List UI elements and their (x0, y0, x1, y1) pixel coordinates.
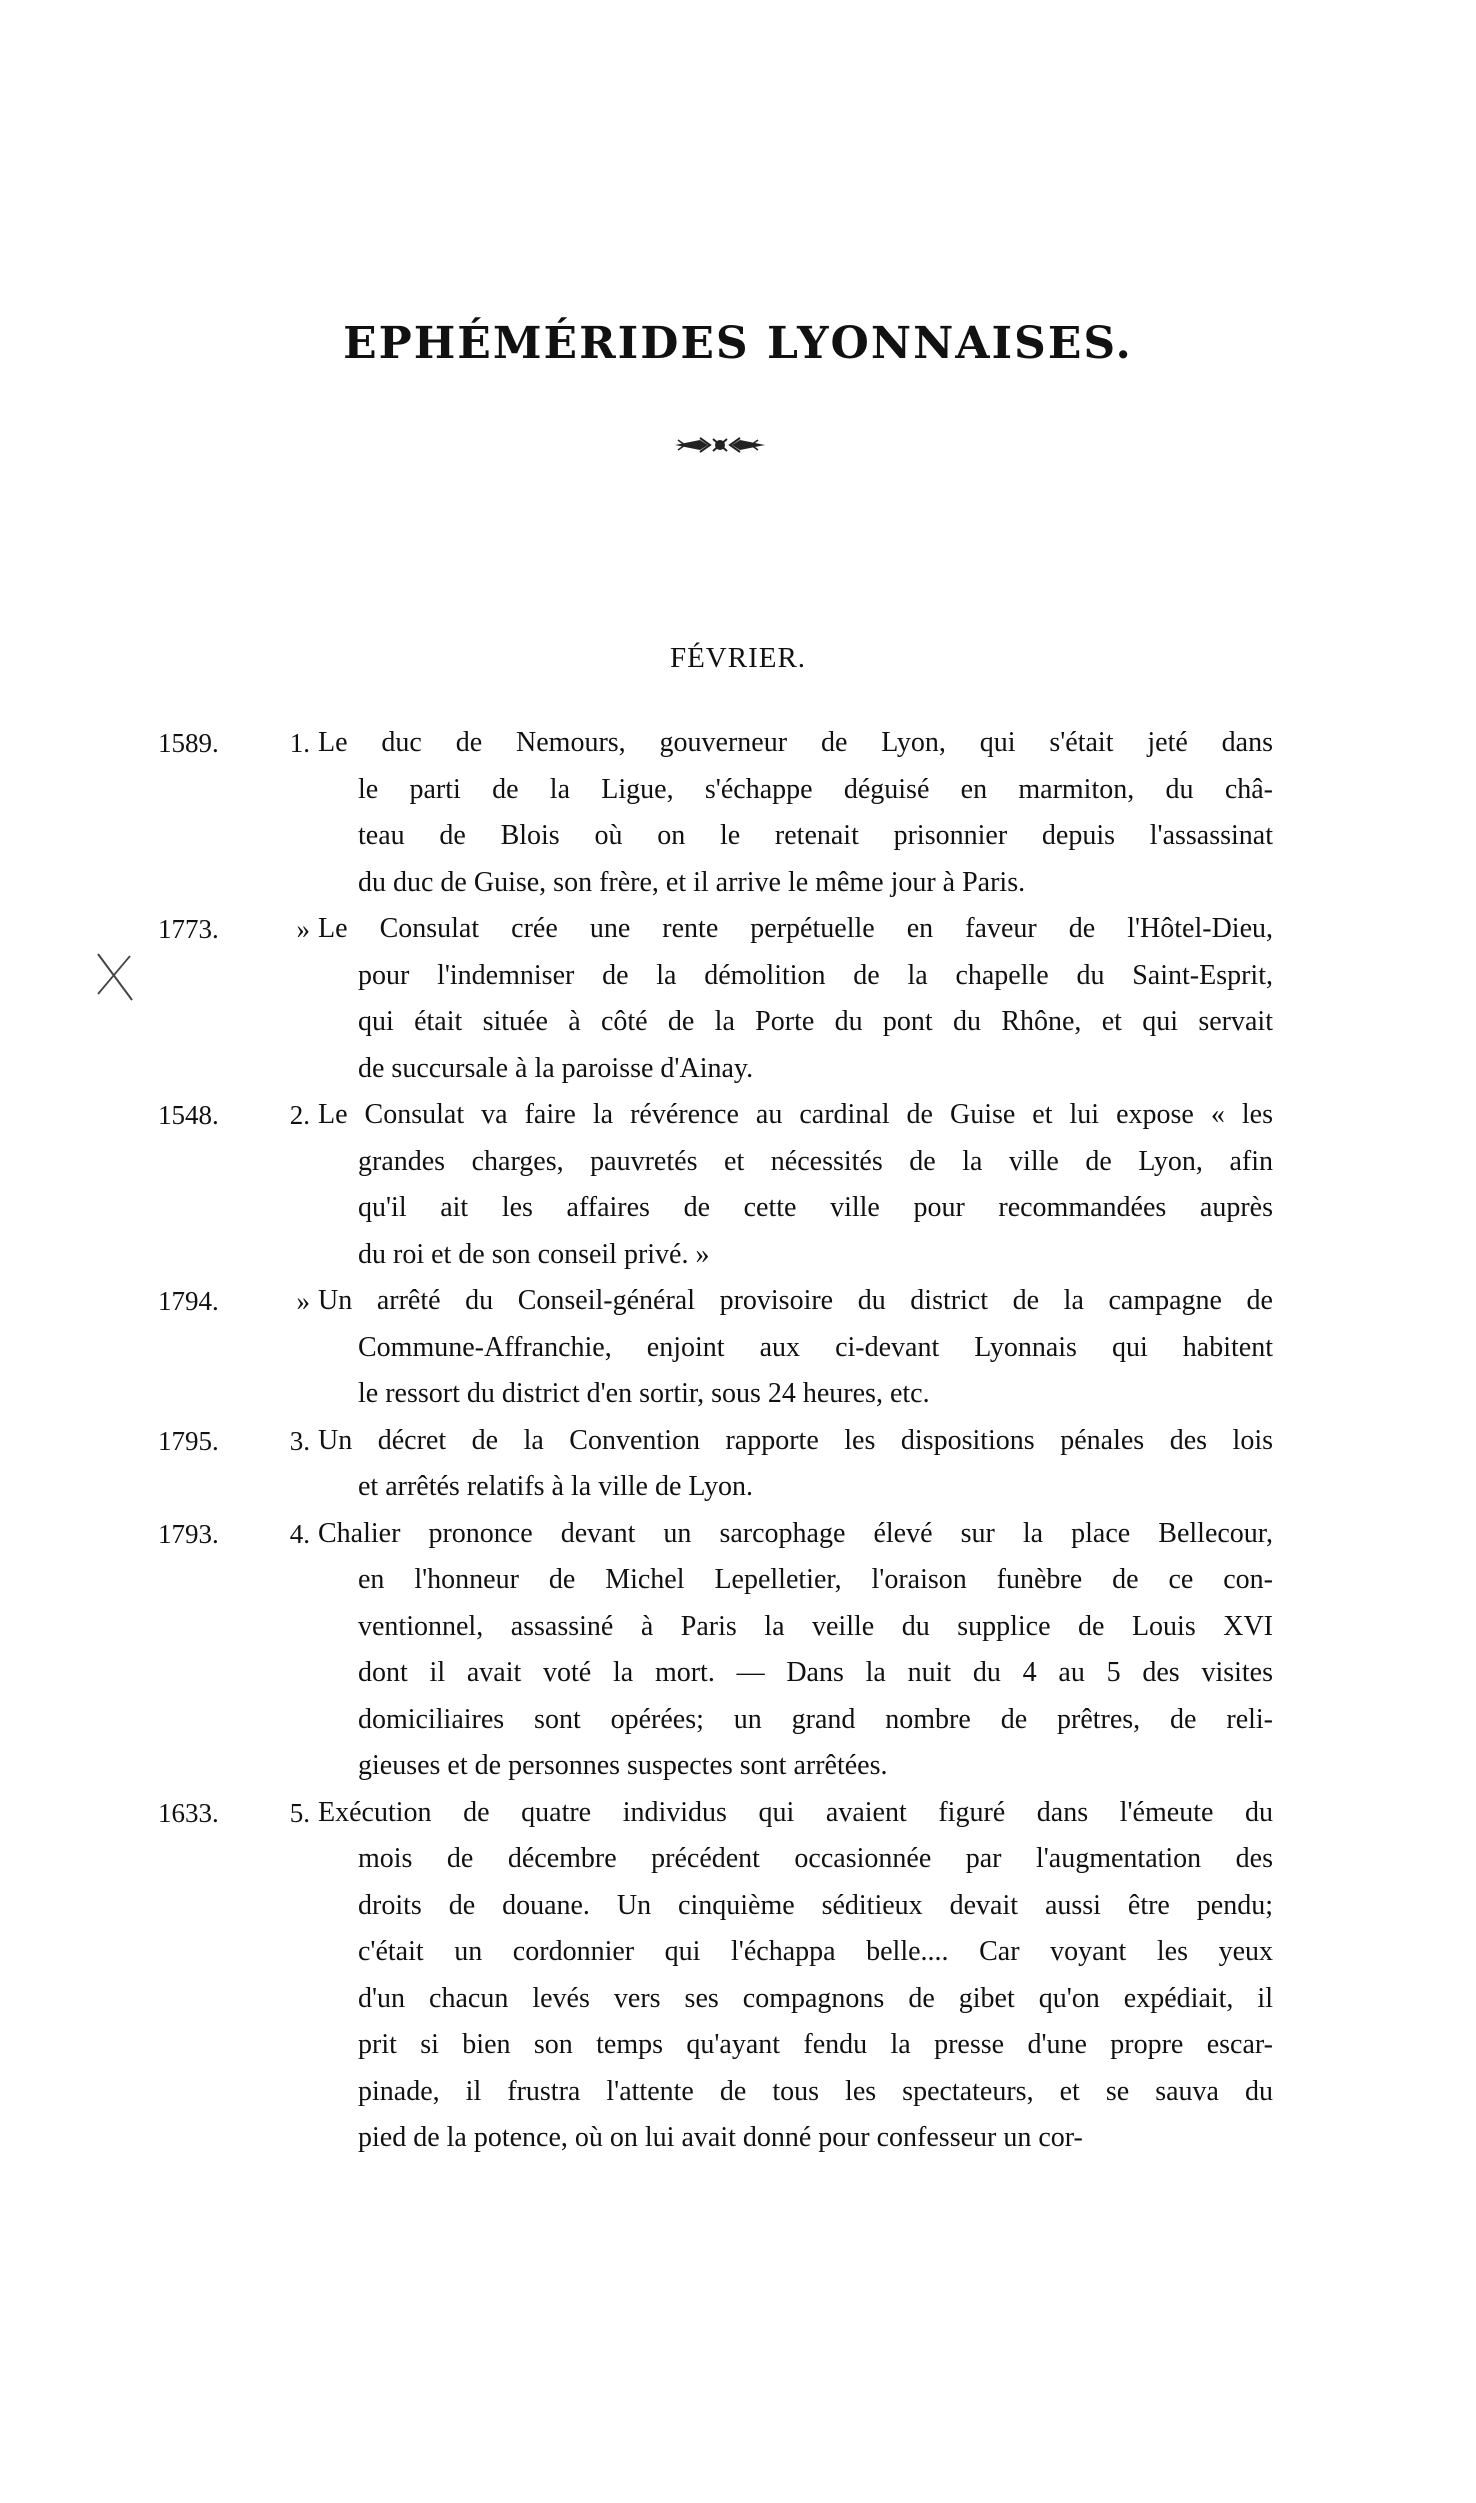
entry-line: grandes charges, pauvretés et nécessités de la ville de Lyon, afin (358, 1145, 1273, 1177)
entry-line: Un décret de la Convention rapporte les dispositions pénales des lois (318, 1424, 1273, 1456)
entry-line: mois de décembre précédent occasionnée par l'augmentation des (358, 1843, 1273, 1874)
entry-text (318, 720, 1273, 906)
entry-day: 3. (289, 1425, 310, 1456)
entry-line: pour l'indemniser de la démolition de la chapelle du Saint-Esprit, (358, 959, 1273, 991)
entry-text (318, 1511, 1273, 1790)
entry-line: de succursale à la paroisse d'Ainay. (358, 1052, 754, 1084)
entry (0, 906, 1476, 1092)
entry-line: dont il avait voté la mort. — Dans la nuit du 4 au 5 des visites (358, 1657, 1273, 1688)
entry-text (318, 1092, 1273, 1278)
entry-line: qui était située à côté de la Porte du pont du Rhône, et qui servait (358, 1006, 1273, 1037)
entry-year: 1793. (158, 1518, 219, 1549)
entry-day: 1. (289, 728, 310, 758)
entry-line: le ressort du district d'en sortir, sous 24 heures, etc. (358, 1378, 930, 1409)
entry (0, 1418, 1476, 1511)
entry-line: Le duc de Nemours, gouverneur de Lyon, qui s'était jeté dans (318, 727, 1273, 758)
entry-day: » (296, 914, 310, 944)
entry-line: ventionnel, assassiné à Paris la veille du supplice de Louis XVI (358, 1610, 1273, 1642)
entry-line: du duc de Guise, son frère, et il arrive le même jour à Paris. (358, 866, 1026, 898)
entry-year: 1633. (158, 1797, 219, 1828)
page-title: EPHÉMÉRIDES LYONNAISES. (343, 318, 1133, 369)
entry-line: qu'il ait les affaires de cette ville pour recommandées auprès (358, 1192, 1273, 1223)
entry-line: du roi et de son conseil privé. » (358, 1238, 710, 1270)
entry-day: 5. (289, 1797, 310, 1828)
entry-line: Chalier prononce devant un sarcophage élevé sur la place Bellecour, (318, 1517, 1273, 1549)
entry-text (318, 906, 1273, 1092)
entry-text (318, 1418, 1273, 1511)
entry (0, 720, 1476, 906)
entry-text (318, 1278, 1273, 1418)
entry (0, 1278, 1476, 1418)
entry-line: en l'honneur de Michel Lepelletier, l'oraison funèbre de ce con- (358, 1564, 1273, 1595)
entry-line: droits de douane. Un cinquième séditieux devait aussi être pendu; (358, 1889, 1273, 1921)
entry-line: c'était un cordonnier qui l'échappa belle.... Car voyant les yeux (358, 1936, 1273, 1967)
entry-line: et arrêtés relatifs à la ville de Lyon. (358, 1471, 753, 1502)
entry (0, 1790, 1476, 2162)
entry-year: 1773. (158, 914, 219, 944)
entry-day: » (296, 1286, 310, 1316)
entry-line: pied de la potence, où on lui avait donné pour confesseur un cor- (358, 2122, 1083, 2153)
entry-line: Exécution de quatre individus qui avaient figuré dans l'émeute du (318, 1796, 1273, 1828)
entry-line: d'un chacun levés vers ses compagnons de gibet qu'on expédiait, il (358, 1982, 1273, 2014)
entry-day: 4. (289, 1518, 310, 1549)
entry-line: gieuses et de personnes suspectes sont arrêtées. (358, 1750, 888, 1781)
entry-line: pinade, il frustra l'attente de tous les spectateurs, et se sauva du (358, 2075, 1273, 2107)
entry-line: prit si bien son temps qu'ayant fendu la presse d'une propre escar- (358, 2029, 1273, 2060)
entries-list (0, 720, 1476, 2162)
entry-text (318, 1790, 1273, 2162)
entry-year: 1795. (158, 1425, 219, 1456)
entry-year: 1548. (158, 1100, 219, 1130)
entry (0, 1511, 1476, 1790)
entry-line: Commune-Affranchie, enjoint aux ci-devant Lyonnais qui habitent (358, 1331, 1273, 1363)
entry-line: teau de Blois où on le retenait prisonnier depuis l'assassinat (358, 820, 1273, 851)
month-heading: FÉVRIER. (669, 642, 807, 674)
entry-line: domiciliaires sont opérées; un grand nombre de prêtres, de reli- (358, 1703, 1273, 1735)
entry-year: 1589. (158, 728, 219, 758)
entry-year: 1794. (158, 1286, 219, 1316)
entry-line: Le Consulat va faire la révérence au cardinal de Guise et lui expose « les (318, 1099, 1273, 1130)
entry (0, 1092, 1476, 1278)
entry-line: le parti de la Ligue, s'échappe déguisé en marmiton, du châ- (358, 773, 1273, 805)
fleuron-ornament-icon (670, 430, 770, 460)
entry-line: Le Consulat crée une rente perpétuelle en faveur de l'Hôtel-Dieu, (318, 913, 1273, 944)
entry-day: 2. (289, 1100, 310, 1130)
entry-line: Un arrêté du Conseil-général provisoire du district de la campagne de (318, 1285, 1273, 1316)
